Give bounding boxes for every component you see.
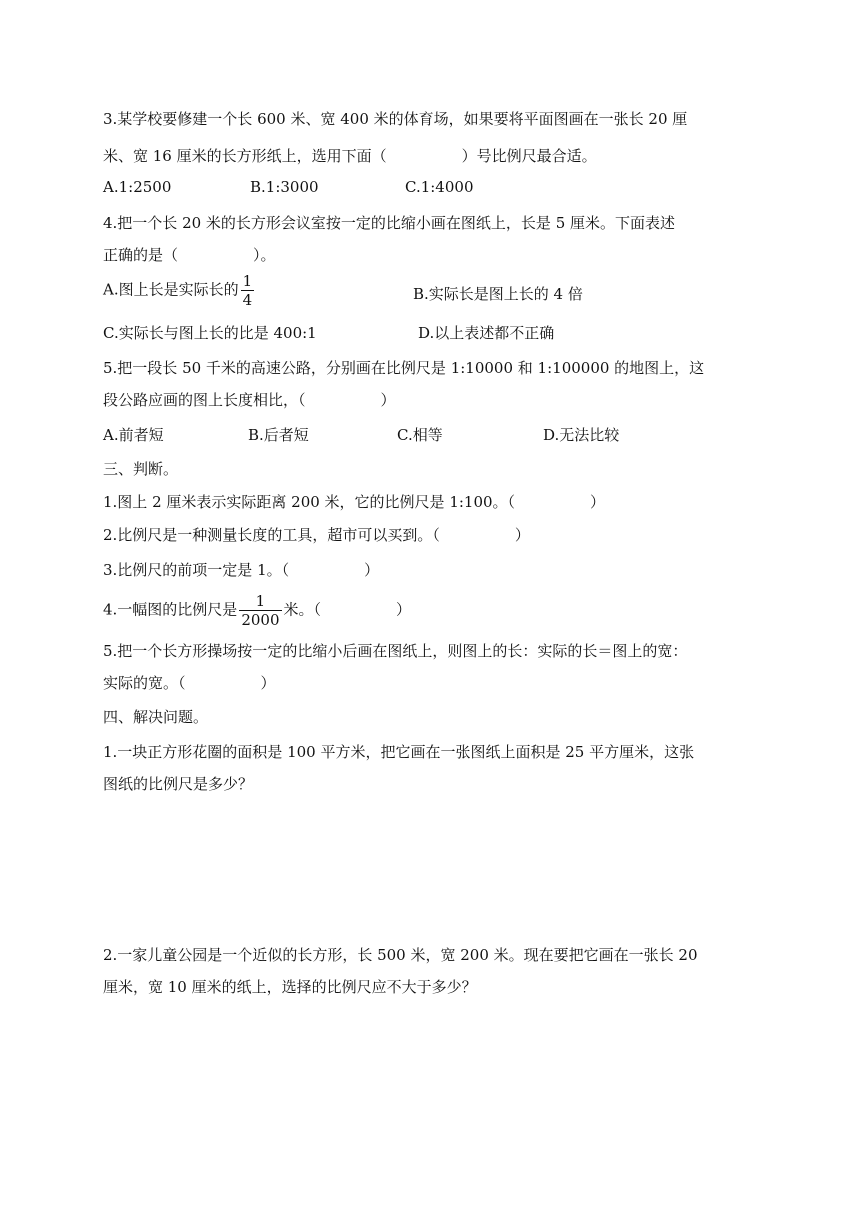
problem-2-line2: 厘米，宽 10 厘米的纸上，选择的比例尺应不大于多少？ bbox=[103, 978, 477, 996]
judge-item-4-fraction bbox=[239, 592, 281, 629]
q4-option-c: C.实际长与图上长的比是 400:1 bbox=[103, 324, 317, 342]
q4-option-a-text: A.图上长是实际长的 bbox=[103, 280, 239, 299]
q4-option-a-fraction bbox=[241, 272, 255, 309]
q5-line1: 5.把一段长 50 千米的高速公路，分别画在比例尺是 1:10000 和 1:100000 的地图上，这 bbox=[103, 359, 705, 377]
q5-option-d: D.无法比较 bbox=[543, 426, 620, 444]
q3-option-a: A.1:2500 bbox=[103, 178, 172, 196]
judge-item-4 bbox=[103, 592, 411, 629]
section4-heading: 四、解决问题。 bbox=[103, 708, 209, 726]
judge-item-5-line1: 5.把一个长方形操场按一定的比缩小后画在图纸上，则图上的长：实际的长＝图上的宽： bbox=[103, 642, 688, 660]
q4-line1: 4.把一个长 20 米的长方形会议室按一定的比缩小画在图纸上，长是 5 厘米。下面表述 bbox=[103, 214, 676, 232]
judge-item-5-line2: 实际的宽。（ ） bbox=[103, 674, 276, 692]
fraction-numerator: 1 bbox=[255, 592, 266, 610]
problem-1-line1: 1.一块正方形花圈的面积是 100 平方米，把它画在一张图纸上面积是 25 平方厘米，这张 bbox=[103, 743, 695, 761]
problem-2-line1: 2.一家儿童公园是一个近似的长方形，长 500 米，宽 200 米。现在要把它画在一张长 20 bbox=[103, 946, 698, 964]
q5-option-c: C.相等 bbox=[397, 426, 443, 444]
fraction-denominator: 4 bbox=[242, 291, 253, 309]
q4-option-a bbox=[103, 272, 256, 309]
judge-item-2: 2.比例尺是一种测量长度的工具，超市可以买到。（ ） bbox=[103, 526, 530, 544]
fraction-numerator: 1 bbox=[242, 272, 253, 290]
q4-option-d: D.以上表述都不正确 bbox=[418, 324, 555, 342]
section3-heading: 三、判断。 bbox=[103, 460, 179, 478]
judge-item-4-text: 4.一幅图的比例尺是 bbox=[103, 600, 238, 619]
q5-line2: 段公路应画的图上长度相比，（ ） bbox=[103, 391, 396, 409]
q4-option-b: B.实际长是图上长的 4 倍 bbox=[413, 285, 583, 303]
q3-line1: 3.某学校要修建一个长 600 米、宽 400 米的体育场，如果要将平面图画在一张长 20 厘 bbox=[103, 110, 688, 128]
q5-option-a: A.前者短 bbox=[103, 426, 164, 444]
q3-option-b: B.1:3000 bbox=[250, 178, 319, 196]
q5-option-b: B.后者短 bbox=[248, 426, 309, 444]
fraction-denominator: 2000 bbox=[241, 611, 280, 629]
judge-item-1: 1.图上 2 厘米表示实际距离 200 米，它的比例尺是 1:100。（ ） bbox=[103, 493, 606, 511]
q3-line2: 米、宽 16 厘米的长方形纸上，选用下面（ ）号比例尺最合适。 bbox=[103, 147, 597, 165]
problem-1-line2: 图纸的比例尺是多少？ bbox=[103, 775, 254, 793]
judge-item-4-suffix: 米。（ ） bbox=[283, 600, 412, 619]
q4-line2: 正确的是（ ）。 bbox=[103, 246, 276, 264]
judge-item-3: 3.比例尺的前项一定是 1。（ ） bbox=[103, 561, 380, 579]
q3-option-c: C.1:4000 bbox=[405, 178, 474, 196]
